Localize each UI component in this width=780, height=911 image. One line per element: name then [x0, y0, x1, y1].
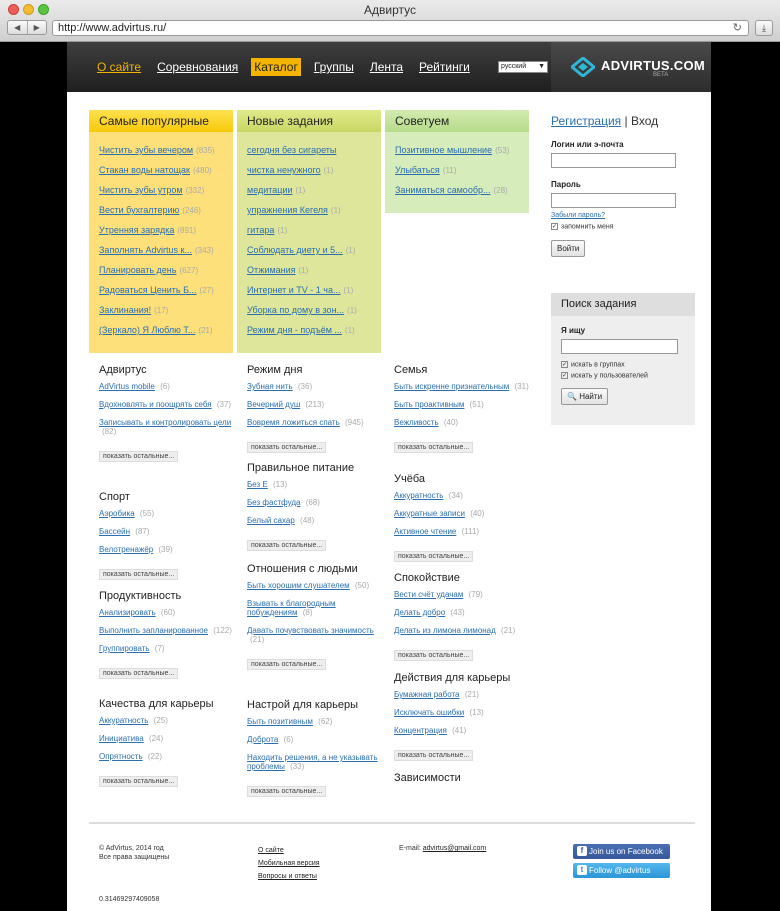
- nav-ratings[interactable]: Рейтинги: [419, 60, 470, 74]
- task-count: (1): [330, 206, 341, 215]
- task-count: (79): [468, 590, 483, 599]
- footer-mobile-link[interactable]: Мобильная версия: [258, 860, 320, 867]
- forgot-password-link[interactable]: Забыли пароль?: [551, 212, 606, 219]
- list-item: [394, 708, 534, 717]
- task-count: (51): [469, 400, 484, 409]
- task-link[interactable]: Уборка по дому в зон...: [247, 305, 345, 315]
- task-link[interactable]: Позитивное мышление: [395, 145, 493, 155]
- box-title: Советуем: [385, 110, 529, 132]
- task-link[interactable]: (Зеркало) Я Люблю Т...: [99, 325, 196, 335]
- task-count: (87): [135, 527, 150, 536]
- task-link[interactable]: Отжимания: [247, 265, 296, 275]
- show-more-button[interactable]: показать остальные...: [394, 750, 473, 761]
- search-panel: [551, 293, 695, 425]
- task-link[interactable]: Без фастфуда: [247, 498, 301, 507]
- category-title: Настрой для карьеры: [247, 699, 359, 711]
- task-link[interactable]: чистка ненужного: [247, 165, 321, 175]
- password-label: Пароль: [551, 180, 581, 189]
- show-more-button[interactable]: показать остальные...: [247, 442, 326, 453]
- list-item: [99, 734, 239, 743]
- page: [67, 42, 711, 911]
- email-link[interactable]: advirtus@gmail.com: [422, 845, 487, 852]
- task-link[interactable]: Планировать день: [99, 265, 177, 275]
- window-title: Адвиртус: [364, 3, 416, 17]
- task-link[interactable]: Быть позитивным: [247, 717, 313, 726]
- login-panel: [551, 114, 711, 257]
- search-button[interactable]: [561, 388, 608, 405]
- twitter-icon: t: [577, 865, 587, 875]
- task-link[interactable]: Интернет и TV - 1 ча...: [247, 285, 341, 295]
- list-item: [394, 726, 534, 735]
- twitter-button[interactable]: [573, 863, 670, 878]
- facebook-button[interactable]: [573, 844, 670, 859]
- language-value: русский: [501, 63, 527, 70]
- list-item: [99, 282, 233, 302]
- task-count: (1): [347, 306, 357, 315]
- list-item: [395, 182, 529, 202]
- rights-text: Все права защищены: [99, 854, 170, 861]
- list-item: [99, 222, 233, 242]
- task-link[interactable]: Заполнять Advirtus к...: [99, 245, 192, 255]
- category-title: Отношения с людьми: [247, 563, 358, 575]
- task-link[interactable]: Аэробика: [99, 509, 135, 518]
- task-count: (40): [470, 509, 485, 518]
- task-count: (945): [344, 418, 364, 427]
- list-item: [99, 382, 239, 391]
- search-groups-label: искать в группах: [571, 361, 625, 369]
- list-item: [247, 222, 381, 242]
- logo-text: ADVIRTUS.COM: [601, 58, 705, 73]
- list-item: [247, 202, 381, 222]
- task-link[interactable]: Быть хорошим слушателем: [247, 581, 350, 590]
- box-title: Самые популярные: [89, 110, 233, 132]
- language-select[interactable]: [498, 61, 548, 73]
- task-link[interactable]: Без Е: [247, 480, 268, 489]
- list-item: [247, 282, 381, 302]
- task-count: (37): [216, 400, 232, 409]
- back-arrow-icon[interactable]: ◀: [8, 21, 28, 34]
- main-nav: [94, 58, 473, 76]
- footer-separator: [89, 822, 695, 824]
- task-link[interactable]: Чистить зубы вечером: [99, 145, 194, 155]
- category-title: Семья: [394, 364, 428, 376]
- list-item: [247, 599, 387, 617]
- task-link[interactable]: Инициатива: [99, 734, 144, 743]
- enter-label[interactable]: Вход: [630, 114, 659, 128]
- task-link[interactable]: Быть искренне признательным: [394, 382, 510, 391]
- task-count: (17): [154, 306, 169, 315]
- show-more-button[interactable]: показать остальные...: [247, 659, 326, 670]
- task-link[interactable]: Вдохновлять и поощрять себя: [99, 400, 212, 409]
- list-item: [247, 400, 387, 409]
- category-block: [394, 572, 534, 662]
- list-item: [394, 527, 534, 536]
- search-input[interactable]: [561, 339, 678, 354]
- list-item: [99, 509, 239, 518]
- site-header: [67, 42, 711, 92]
- task-link[interactable]: Зубная нить: [247, 382, 293, 391]
- logo-icon: [571, 57, 595, 77]
- task-count: (343): [194, 246, 214, 255]
- task-link[interactable]: Аккуратные записи: [394, 509, 465, 518]
- password-input[interactable]: [551, 193, 676, 208]
- list-item: [247, 753, 387, 771]
- show-more-button[interactable]: показать остальные...: [394, 650, 473, 661]
- task-link[interactable]: Давать почувствовать значимость: [247, 626, 374, 635]
- list-item: [247, 242, 381, 262]
- search-label: Я ищу: [561, 326, 586, 335]
- task-count: (21): [464, 690, 479, 699]
- task-link[interactable]: Стакан воды натощак: [99, 165, 190, 175]
- twitter-label: Follow @advirtus: [589, 866, 651, 875]
- login-label: Логин или э-почта: [551, 140, 624, 149]
- task-link[interactable]: Вести бухгалтерию: [99, 205, 180, 215]
- task-count: (1): [343, 286, 354, 295]
- task-count: (39): [158, 545, 173, 554]
- task-count: (60): [160, 608, 176, 617]
- task-count: (13): [272, 480, 288, 489]
- task-link[interactable]: Вежливость: [394, 418, 439, 427]
- show-more-button[interactable]: показать остальные...: [247, 540, 326, 551]
- list-item: [99, 527, 239, 536]
- task-count: (1): [298, 266, 309, 275]
- task-count: (835): [196, 146, 215, 155]
- task-link[interactable]: Группировать: [99, 644, 150, 653]
- list-item: [247, 162, 381, 182]
- task-link[interactable]: Вовремя ложиться спать: [247, 418, 340, 427]
- browser-chrome: [0, 0, 780, 42]
- list-item: [394, 491, 534, 500]
- task-count: (25): [153, 716, 168, 725]
- reload-icon[interactable]: ↻: [732, 22, 742, 34]
- list-item: [247, 626, 387, 644]
- email-label: E-mail:: [399, 845, 421, 852]
- category-title: Качества для карьеры: [99, 698, 214, 710]
- category-title: Учёба: [394, 473, 426, 485]
- new-tasks-box: [237, 110, 381, 353]
- show-more-button[interactable]: показать остальные...: [99, 668, 178, 679]
- category-title: Правильное питание: [247, 462, 355, 474]
- task-count: (891): [177, 226, 197, 235]
- category-title: Продуктивность: [99, 590, 182, 602]
- task-link[interactable]: Аккуратность: [394, 491, 444, 500]
- list-item: [394, 400, 534, 409]
- address-bar[interactable]: [52, 20, 749, 36]
- facebook-label: Join us on Facebook: [589, 847, 663, 856]
- category-title: Режим дня: [247, 364, 303, 376]
- list-item: [394, 382, 534, 391]
- category-block: [99, 698, 239, 788]
- copyright-text: © AdVirtus, 2014 год: [99, 845, 164, 852]
- task-count: (1): [295, 186, 306, 195]
- task-count: (43): [450, 608, 465, 617]
- list-item: [99, 752, 239, 761]
- list-item: [395, 142, 529, 162]
- task-count: (6): [160, 382, 170, 391]
- show-more-button[interactable]: показать остальные...: [99, 776, 178, 787]
- task-link[interactable]: Вечерний душ: [247, 400, 301, 409]
- list-item: [99, 202, 233, 222]
- list-item: [395, 162, 529, 182]
- remember-label: запомнить меня: [561, 223, 614, 231]
- category-block: [247, 364, 387, 454]
- list-item: [99, 142, 233, 162]
- render-number: 0.31469297409058: [99, 896, 160, 903]
- task-count: (8): [302, 608, 313, 617]
- category-block: [247, 462, 387, 552]
- task-link[interactable]: Бассейн: [99, 527, 131, 536]
- task-count: (7): [154, 644, 165, 653]
- task-count: (1): [345, 246, 356, 255]
- list-item: [99, 322, 233, 342]
- show-more-button[interactable]: показать остальные...: [247, 786, 326, 797]
- list-item: [247, 142, 381, 162]
- category-block: [394, 772, 534, 790]
- task-count: (21): [198, 326, 213, 335]
- task-count: (24): [148, 734, 164, 743]
- task-count: (28): [493, 186, 508, 195]
- task-count: (1): [344, 326, 355, 335]
- list-item: [247, 581, 387, 590]
- task-link[interactable]: Делать из лимона лимонад: [394, 626, 496, 635]
- task-link[interactable]: Заклинания!: [99, 305, 152, 315]
- task-link[interactable]: Доброта: [247, 735, 279, 744]
- task-link[interactable]: Находить решения, а не указывать проблемы: [247, 753, 378, 771]
- task-link[interactable]: Анализировать: [99, 608, 156, 617]
- task-link[interactable]: Чистить зубы утром: [99, 185, 183, 195]
- login-separator: |: [624, 114, 628, 128]
- nav-catalog[interactable]: Каталог: [251, 58, 301, 76]
- task-link[interactable]: Концентрация: [394, 726, 447, 735]
- footer-copyright: [99, 844, 169, 862]
- task-count: (11): [442, 166, 457, 175]
- task-count: (82): [102, 427, 117, 436]
- list-item: [247, 717, 387, 726]
- list-item: [99, 418, 239, 436]
- task-link[interactable]: Опрятность: [99, 752, 143, 761]
- task-link[interactable]: Велотренажёр: [99, 545, 154, 554]
- list-item: [99, 716, 239, 725]
- list-item: [394, 626, 534, 635]
- category-block: [394, 473, 534, 563]
- list-item: [99, 626, 239, 635]
- task-link[interactable]: Активное чтение: [394, 527, 457, 536]
- task-link[interactable]: Бумажная работа: [394, 690, 460, 699]
- back-forward-buttons: [7, 20, 47, 35]
- task-link[interactable]: Белый сахар: [247, 516, 295, 525]
- category-block: [99, 364, 239, 463]
- list-item: [99, 242, 233, 262]
- footer-email: [399, 844, 486, 853]
- task-link[interactable]: Взывать к благородным побуждениям: [247, 599, 336, 617]
- logo[interactable]: [551, 42, 711, 92]
- list-item: [247, 302, 381, 322]
- list-item: [394, 418, 534, 427]
- show-more-button[interactable]: показать остальные...: [394, 442, 473, 453]
- task-link[interactable]: Утренняя зарядка: [99, 225, 175, 235]
- footer-links: [258, 844, 320, 883]
- list-item: [99, 608, 239, 617]
- search-groups-checkbox[interactable]: ✓: [562, 362, 568, 368]
- task-count: (48): [300, 516, 315, 525]
- list-item: [99, 262, 233, 282]
- task-count: (34): [448, 491, 463, 500]
- list-item: [247, 262, 381, 282]
- task-link[interactable]: Режим дня - подъём ...: [247, 325, 342, 335]
- task-count: (22): [147, 752, 163, 761]
- task-count: (68): [305, 498, 320, 507]
- category-title: Адвиртус: [99, 364, 147, 376]
- list-item: [247, 382, 387, 391]
- task-link[interactable]: Радоваться Ценить Б...: [99, 285, 197, 295]
- task-count: (111): [461, 527, 480, 536]
- task-link[interactable]: сегодня без сигареты: [247, 145, 337, 155]
- task-count: (213): [305, 400, 325, 409]
- nav-groups[interactable]: Группы: [313, 60, 354, 74]
- task-count: (21): [250, 635, 265, 644]
- task-count: (21): [501, 626, 516, 635]
- list-item: [247, 516, 387, 525]
- task-count: (480): [193, 166, 212, 175]
- show-more-button[interactable]: показать остальные...: [99, 451, 178, 462]
- login-input[interactable]: [551, 153, 676, 168]
- task-link[interactable]: Вести счёт удачам: [394, 590, 464, 599]
- list-item: [99, 400, 239, 409]
- category-block: [99, 491, 239, 581]
- nav-competitions[interactable]: Соревнования: [157, 60, 239, 74]
- list-item: [394, 590, 534, 599]
- recommended-box: [385, 110, 529, 213]
- task-count: (27): [199, 286, 214, 295]
- list-item: [247, 322, 381, 342]
- list-item: [247, 182, 381, 202]
- search-button-label: Найти: [579, 391, 603, 401]
- list-item: [394, 690, 534, 699]
- show-more-button[interactable]: показать остальные...: [99, 569, 178, 580]
- search-users-checkbox[interactable]: ✓: [562, 373, 568, 380]
- search-icon: 🔍: [567, 391, 577, 401]
- nav-about[interactable]: О сайте: [97, 60, 142, 74]
- beta-label: BETA: [653, 72, 669, 78]
- list-item: [247, 480, 387, 489]
- register-link[interactable]: Регистрация: [551, 114, 622, 128]
- task-count: (50): [354, 581, 370, 590]
- list-item: [99, 644, 239, 653]
- task-link[interactable]: AdVirtus mobile: [99, 382, 155, 391]
- task-count: (40): [443, 418, 459, 427]
- footer-about-link[interactable]: О сайте: [258, 847, 284, 854]
- list-item: [394, 608, 534, 617]
- box-title: Новые задания: [237, 110, 381, 132]
- list-item: [394, 509, 534, 518]
- list-item: [99, 302, 233, 322]
- task-link[interactable]: медитации: [247, 185, 293, 195]
- task-count: (6): [283, 735, 294, 744]
- task-link[interactable]: Заниматься самообр...: [395, 185, 491, 195]
- show-more-button[interactable]: показать остальные...: [394, 551, 473, 562]
- task-count: (122): [213, 626, 232, 635]
- category-block: [394, 364, 534, 454]
- task-count: (627): [179, 266, 199, 275]
- nav-feed[interactable]: Лента: [369, 60, 404, 74]
- login-button[interactable]: Войти: [551, 240, 585, 257]
- search-users-label: искать у пользователей: [571, 372, 648, 380]
- list-item: [99, 162, 233, 182]
- task-link[interactable]: Записывать и контролировать цели: [99, 418, 232, 427]
- task-link[interactable]: Исключать ошибки: [394, 708, 465, 717]
- task-count: (41): [452, 726, 467, 735]
- task-count: (13): [469, 708, 484, 717]
- facebook-icon: f: [577, 846, 587, 856]
- task-count: (36): [297, 382, 313, 391]
- list-item: [247, 735, 387, 744]
- url-text: http://www.advirtus.ru/: [58, 22, 167, 34]
- task-count: (1): [323, 166, 334, 175]
- category-block: [99, 590, 239, 680]
- category-block: [394, 672, 534, 762]
- list-item: [247, 418, 387, 427]
- footer-faq-link[interactable]: Вопросы и ответы: [258, 873, 317, 880]
- task-link[interactable]: Делать добро: [394, 608, 446, 617]
- download-icon[interactable]: ⤓: [755, 20, 773, 36]
- category-block: [247, 699, 387, 798]
- task-count: (1): [277, 226, 288, 235]
- task-link[interactable]: гитара: [247, 225, 275, 235]
- task-count: (31): [514, 382, 529, 391]
- list-item: [247, 498, 387, 507]
- category-title: Зависимости: [394, 772, 461, 784]
- task-link[interactable]: Соблюдать диету и 5...: [247, 245, 343, 255]
- task-link[interactable]: Быть проактивным: [394, 400, 465, 409]
- remember-checkbox[interactable]: ✓: [552, 224, 558, 230]
- task-link[interactable]: Аккуратность: [99, 716, 149, 725]
- category-title: Спорт: [99, 491, 130, 503]
- task-count: (62): [318, 717, 333, 726]
- forward-arrow-icon[interactable]: ▶: [33, 23, 40, 32]
- popular-box: [89, 110, 233, 353]
- list-item: [99, 545, 239, 554]
- list-item: [99, 182, 233, 202]
- task-link[interactable]: Выполнить запланированное: [99, 626, 208, 635]
- category-block: [247, 563, 387, 671]
- task-count: (55): [139, 509, 155, 518]
- category-title: Действия для карьеры: [394, 672, 511, 684]
- task-link[interactable]: упражнения Кегеля: [247, 205, 328, 215]
- task-count: (53): [495, 146, 510, 155]
- task-count: (33): [290, 762, 305, 771]
- category-title: Спокойствие: [394, 572, 460, 584]
- search-title: Поиск задания: [551, 293, 695, 316]
- task-count: (246): [182, 206, 201, 215]
- dropdown-arrow-icon: ▼: [538, 63, 545, 70]
- task-link[interactable]: Улыбаться: [395, 165, 440, 175]
- task-count: (332): [185, 186, 205, 195]
